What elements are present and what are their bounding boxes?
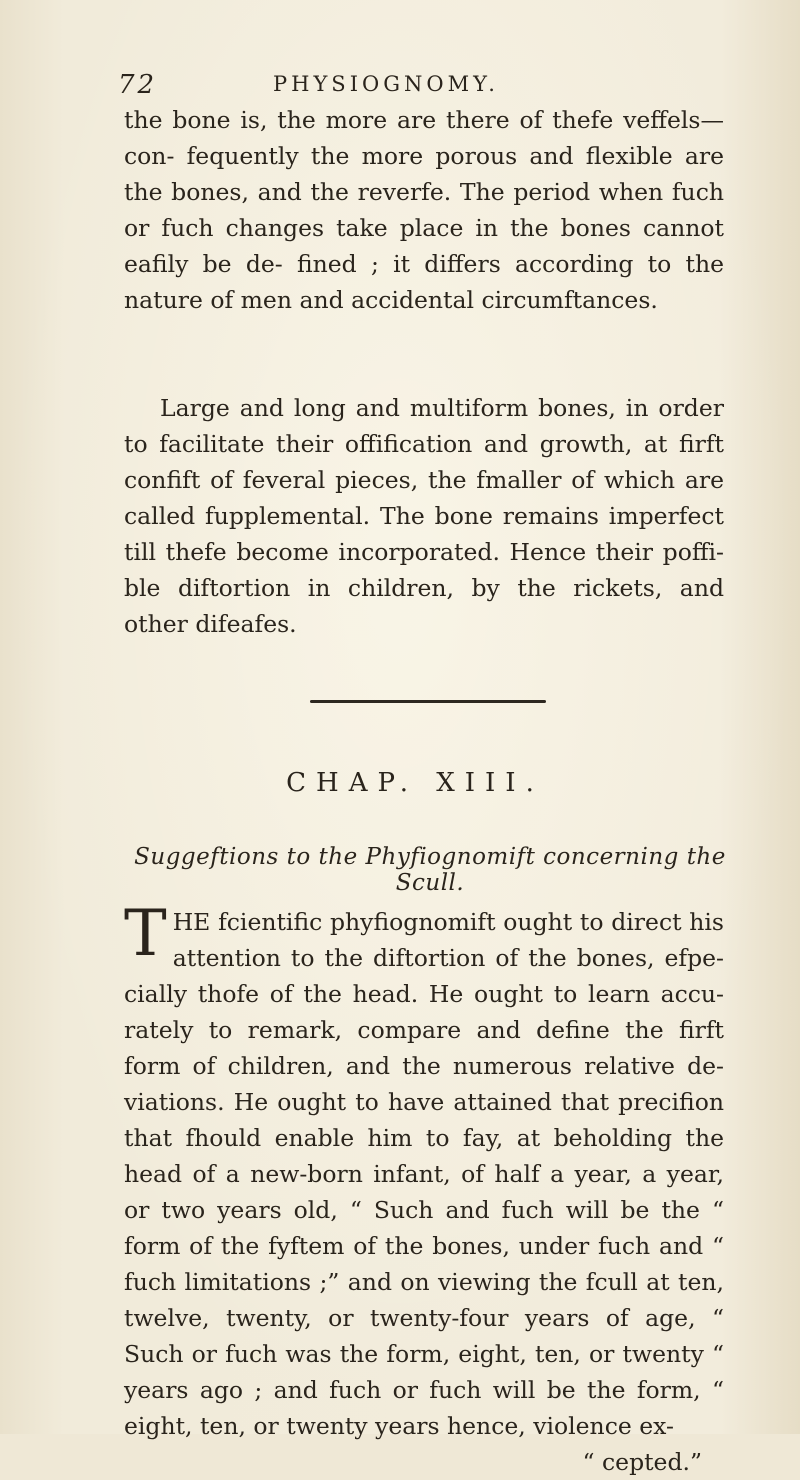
running-head: PHYSIOGNOMY. [273, 72, 499, 96]
paragraph-3-text: HE fcientific phyfiognomift ought to direct his attention to the diftortion of the bones, efpe- cially thofe of the head. He ought to learn accu- rately to remark, compare and define the firft form of children, and the numerous relative de- viations. He ought to have attained that precifion that fhould enable him to fay, at beholding the head of a new-born infant, of half a year, a year, or two years old, “ Such and fuch will be the “ form of the fyftem of the bones, under fuch and “ fuch limitations ;” and on viewing the fcull at ten, twelve, twenty, or twenty-four years of age, “ Such or fuch was the form, eight, ten, or twenty “ years ago ; and fuch or fuch will be the form, “ eight, ten, or twenty years hence, violence ex- [124, 908, 724, 1440]
paragraph-3 [124, 897, 724, 1480]
chapter-subtitle: Suggeftions to the Phyfiognomift concerning the Scull. [134, 844, 726, 896]
section-divider [310, 700, 546, 703]
paragraph-3-closing: “ cepted.” [582, 1448, 702, 1476]
paragraph-1: the bone is, the more are there of thefe veffels—con- fequently the more porous and flexible are the bones, and the reverfe. The period when fuch or fuch changes take place in the bones cannot eafily be de- fined ; it differs according to the nature of men and accidental circumftances. [124, 106, 724, 314]
page-header [118, 70, 718, 100]
drop-cap: T [124, 897, 167, 971]
page-number: 72 [118, 70, 158, 100]
paragraph-2: Large and long and multiform bones, in order to facilitate their offification and growth, at firft confift of feveral pieces, the fmaller of which are called fupplemental. The bone remains imperfect till thefe become incorporated. Hence their poffi- ble diftortion in children, by the rickets, and other difeafes. [124, 394, 724, 638]
chapter-heading: CHAP. XIII. [286, 768, 544, 798]
